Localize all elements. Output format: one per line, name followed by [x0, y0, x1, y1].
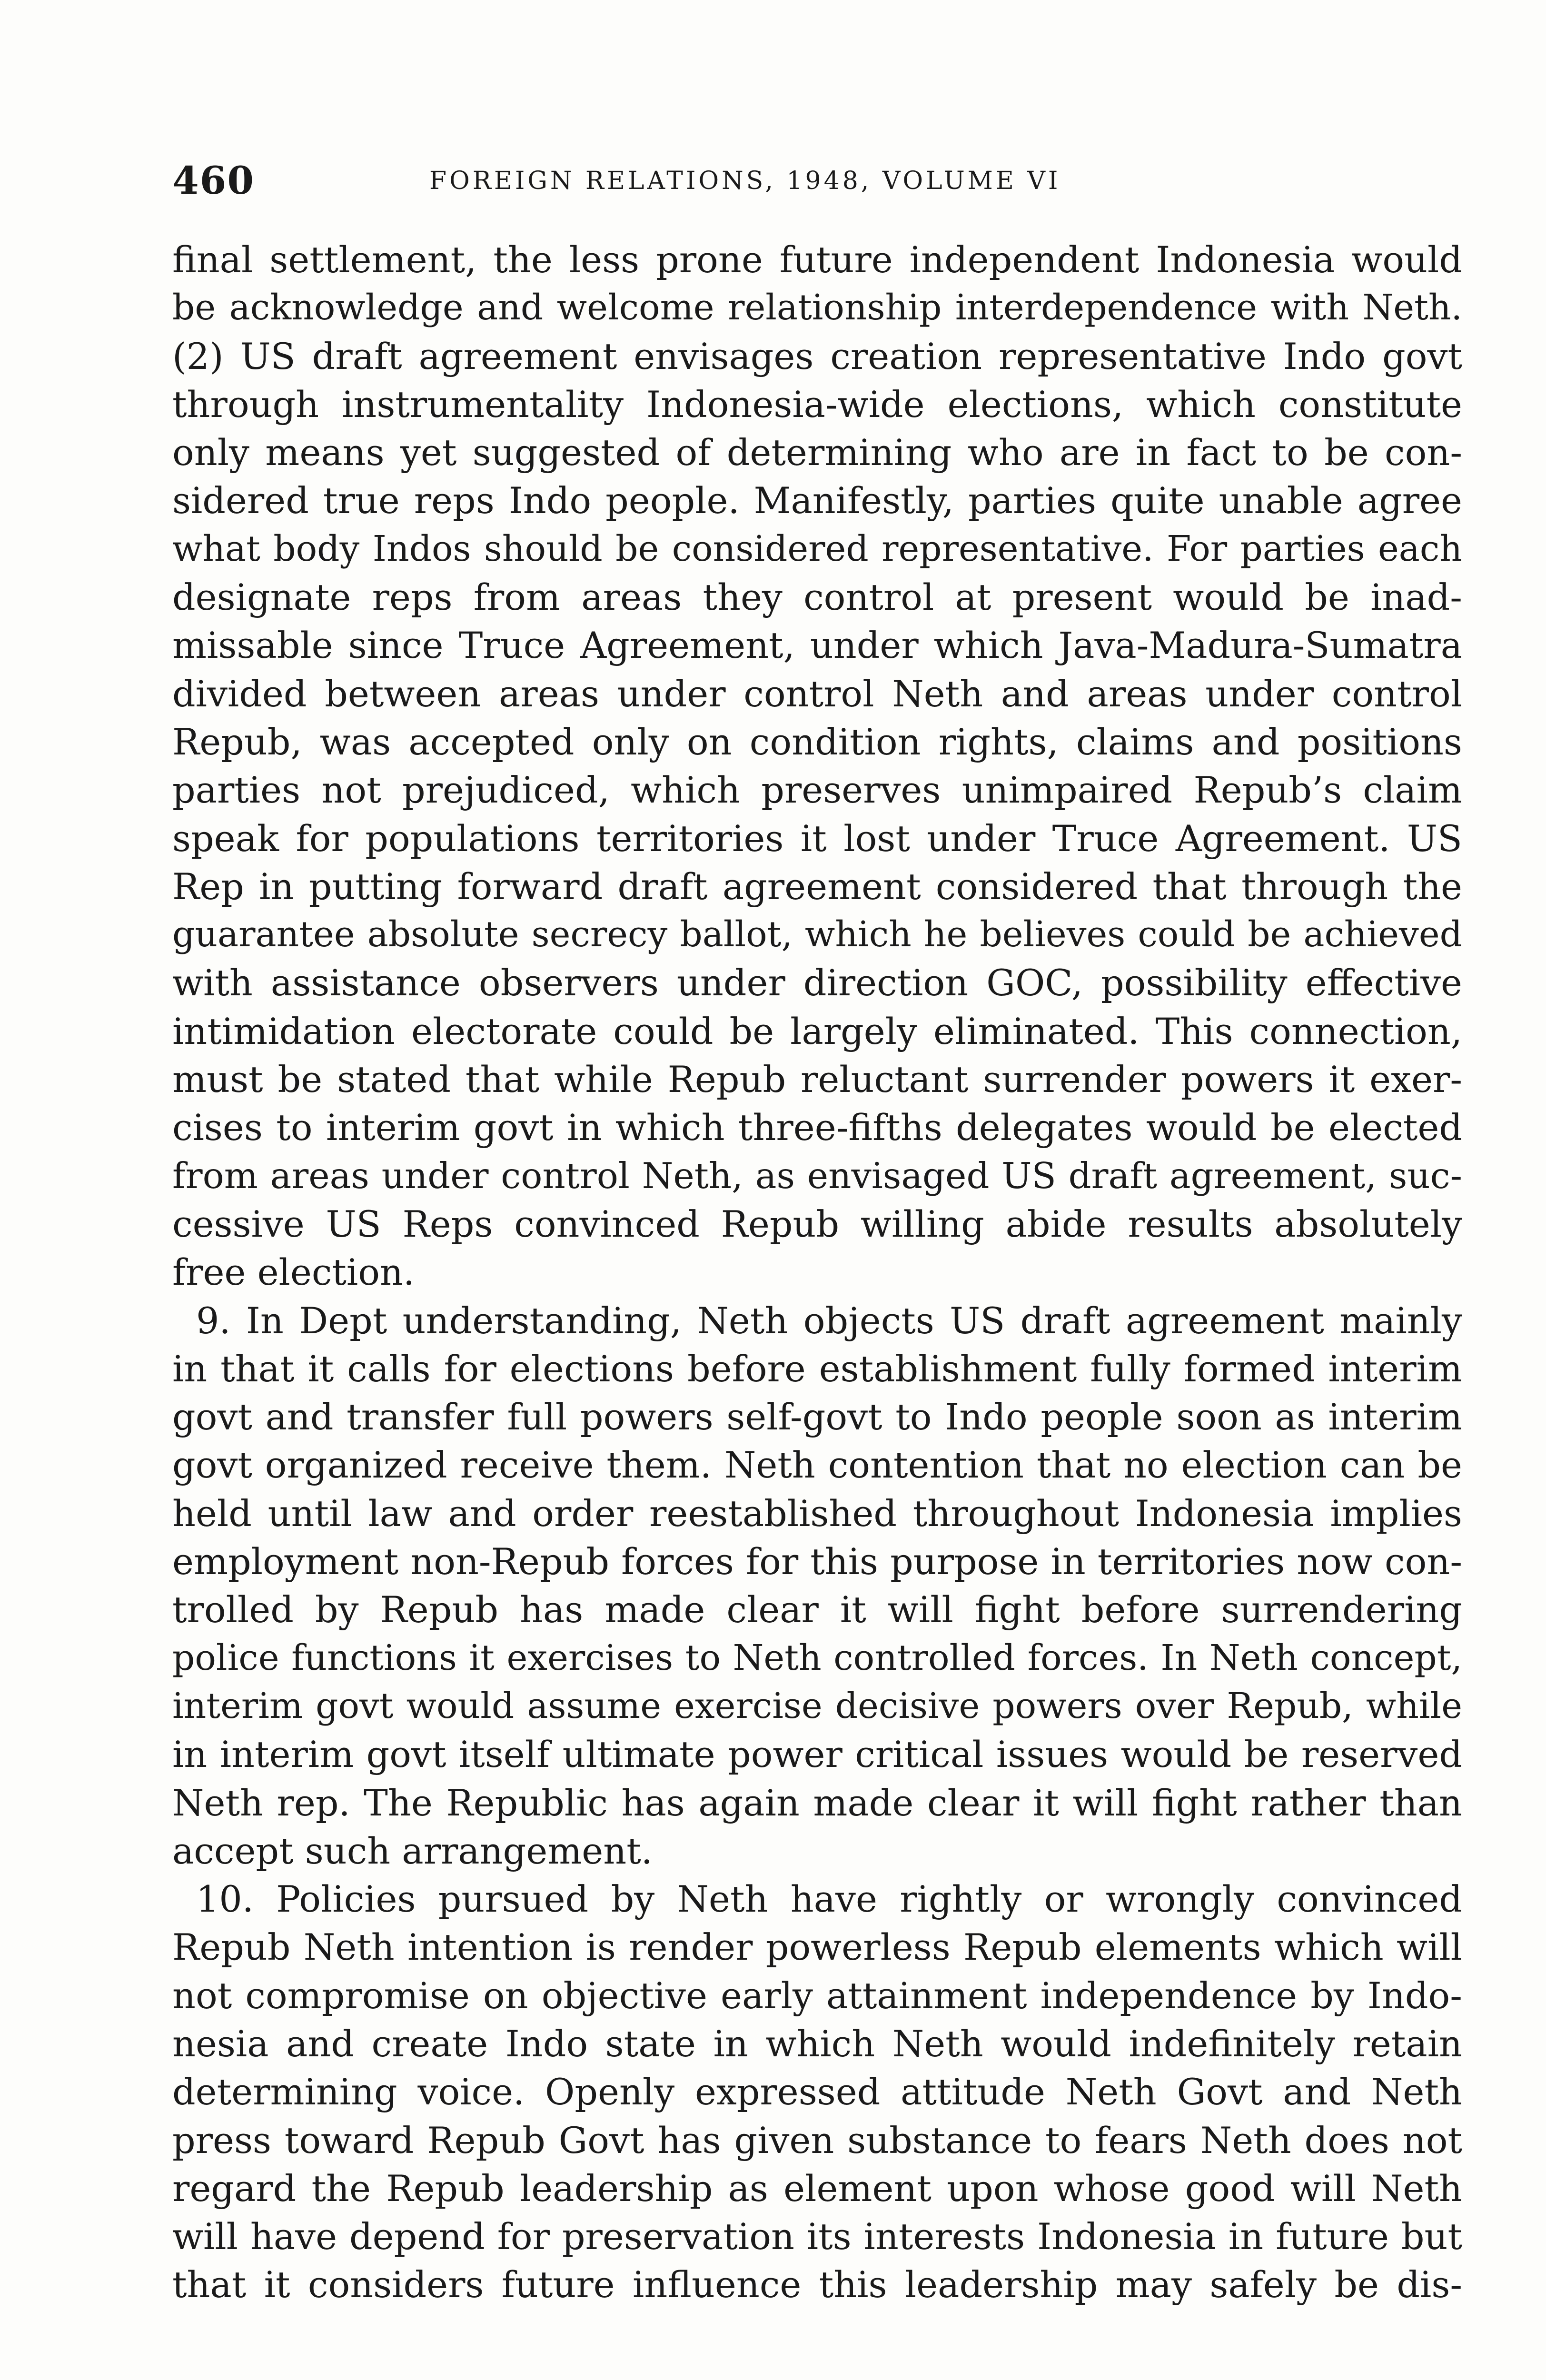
text-line: speak for populations territories it lost under Truce Agreement. US	[172, 817, 1462, 860]
page-number: 460	[172, 158, 255, 203]
text-line: through instrumentality Indonesia-wide elections, which constitute	[172, 383, 1462, 426]
text-line: in that it calls for elections before establishment fully formed interim	[172, 1347, 1462, 1390]
text-line: intimidation electorate could be largely eliminated. This connection,	[172, 1010, 1462, 1052]
text-line: must be stated that while Repub reluctant surrender powers it exer-	[172, 1058, 1462, 1101]
text-line: trolled by Repub has made clear it will fight before surrendering	[172, 1588, 1462, 1631]
text-line: (2) US draft agreement envisages creation representative Indo govt	[172, 335, 1462, 377]
text-line: that it considers future influence this leadership may safely be dis-	[172, 2263, 1462, 2306]
text-line: will have depend for preservation its interests Indonesia in future but	[172, 2215, 1462, 2258]
text-line: police functions it exercises to Neth controlled forces. In Neth concept,	[172, 1637, 1462, 1678]
text-line: cises to interim govt in which three-fifths delegates would be elected	[172, 1106, 1462, 1149]
text-line: employment non-Repub forces for this purpose in territories now con-	[172, 1540, 1462, 1583]
text-line: Repub, was accepted only on condition rights, claims and positions	[172, 720, 1462, 763]
text-line: interim govt would assume exercise decisive powers over Repub, while	[172, 1685, 1462, 1726]
text-line: guarantee absolute secrecy ballot, which he believes could be achieved	[172, 914, 1462, 955]
text-line: accept such arrangement.	[172, 1829, 653, 1872]
text-line: sidered true reps Indo people. Manifestly, parties quite unable agree	[172, 479, 1462, 522]
text-line: govt and transfer full powers self-govt to Indo people soon as interim	[172, 1396, 1462, 1438]
text-line: only means yet suggested of determining who are in fact to be con-	[172, 431, 1462, 474]
body-text	[172, 236, 1462, 2309]
running-title: FOREIGN RELATIONS, 1948, VOLUME VI	[429, 167, 1061, 195]
text-line: govt organized receive them. Neth contention that no election can be	[172, 1444, 1462, 1487]
text-line: in interim govt itself ultimate power critical issues would be reserved	[172, 1733, 1462, 1776]
text-line: missable since Truce Agreement, under which Java-Madura-Sumatra	[172, 624, 1462, 667]
text-line: free election.	[172, 1251, 415, 1294]
text-line: be acknowledge and welcome relationship interdependence with Neth.	[172, 287, 1462, 328]
text-line: determining voice. Openly expressed attitude Neth Govt and Neth	[172, 2071, 1462, 2113]
text-line: final settlement, the less prone future independent Indonesia would	[172, 238, 1462, 281]
text-line: press toward Repub Govt has given substance to fears Neth does not	[172, 2119, 1462, 2162]
text-line: Repub Neth intention is render powerless Repub elements which will	[172, 1926, 1462, 1969]
text-line: divided between areas under control Neth and areas under control	[172, 672, 1462, 715]
text-line: Neth rep. The Republic has again made clear it will fight rather than	[172, 1781, 1462, 1824]
text-line: regard the Repub leadership as element upon whose good will Neth	[172, 2167, 1462, 2210]
text-line: with assistance observers under direction GOC, possibility effective	[172, 962, 1462, 1004]
text-line: cessive US Reps convinced Repub willing abide results absolutely	[172, 1202, 1462, 1245]
text-line: what body Indos should be considered representative. For parties each	[172, 528, 1462, 569]
text-line: 10. Policies pursued by Neth have rightly or wrongly convinced	[196, 1878, 1462, 1921]
text-line: from areas under control Neth, as envisaged US draft agreement, suc-	[172, 1154, 1462, 1197]
text-line: nesia and create Indo state in which Neth would indefinitely retain	[172, 2022, 1462, 2065]
text-line: designate reps from areas they control at present would be inad-	[172, 576, 1462, 619]
text-line: not compromise on objective early attainment independence by Indo-	[172, 1974, 1462, 2017]
text-line: held until law and order reestablished throughout Indonesia implies	[172, 1492, 1462, 1535]
text-line: 9. In Dept understanding, Neth objects US draft agreement mainly	[196, 1299, 1462, 1342]
text-line: parties not prejudiced, which preserves unimpaired Repub’s claim	[172, 769, 1462, 812]
page-header	[172, 158, 1457, 210]
text-line: Rep in putting forward draft agreement considered that through the	[172, 865, 1462, 908]
